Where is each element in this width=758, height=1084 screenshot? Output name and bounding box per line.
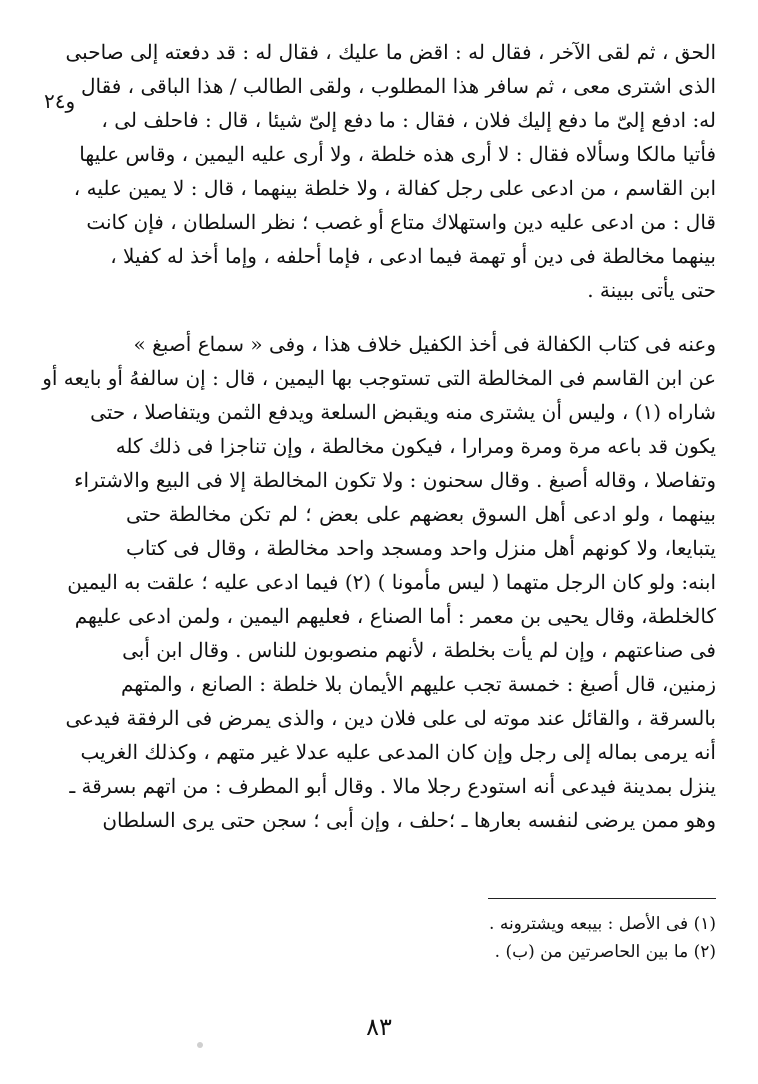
text-line: كالخلطة، وقال يحيى بن معمر : أما الصناع ، فعليهم اليمين ، ولمن ادعى عليهم (74, 604, 716, 628)
text-line: يكون قد باعه مرة ومرة ومرارا ، فيكون مخالطة ، وإن تناجزا فى ذلك كله (115, 434, 716, 458)
text-line: بينهما مخالطة فى دين أو تهمة فيما ادعى ، فإما أحلفه ، وإما أخذ له كفيلا ، (110, 244, 716, 268)
page-number: ٨٣ (366, 1013, 392, 1041)
text-line: الحق ، ثم لقى الآخر ، فقال له : اقض ما عليك ، فقال له : قد دفعته إلى صاحبى (65, 40, 716, 64)
text-line: وتفاصلا ، وقاله أصبغ . وقال سحنون : ولا تكون المخالطة إلا فى البيع والاشتراء (74, 468, 716, 492)
paper-speck (197, 1042, 203, 1048)
text-line: ينزل بمدينة فيدعى أنه استودع رجلا مالا . وقال أبو المطرف : من اتهم بسرقة ـ (69, 774, 716, 798)
text-line: ابن القاسم ، من ادعى على رجل كفالة ، ولا خلطة بينهما ، قال : لا يمين عليه ، (73, 176, 716, 200)
text-line: فى صناعتهم ، وإن لم يأت بخلطة ، لأنهم منصوبون للناس . وقال ابن أبى (122, 638, 716, 662)
margin-folio-note: و٢٤ (44, 89, 76, 113)
footnote-2: (٢) ما بين الحاصرتين من (ب) . (494, 942, 716, 962)
text-line: شاراه (١) ، وليس أن يشترى منه ويقبض السلعة ويدفع الثمن ويتفاصلا ، حتى (90, 400, 716, 424)
text-line: الذى اشترى معى ، ثم سافر هذا المطلوب ، ولقى الطالب / هذا الباقى ، فقال (81, 74, 716, 98)
text-line: قال : من ادعى عليه دين واستهلاك متاع أو غصب ؛ نظر السلطان ، فإن كانت (86, 210, 716, 234)
text-line: وهو ممن يرضى لنفسه بعارها ـ ؛حلف ، وإن أبى ؛ سجن حتى يرى السلطان (102, 808, 716, 832)
text-line: أنه يرمى بماله إلى رجل وإن كان المدعى عليه عدلا غير متهم ، وكذلك الغريب (80, 740, 716, 764)
paragraph-first-line: وعنه فى كتاب الكفالة فى أخذ الكفيل خلاف هذا ، وفى « سماع أصبغ » (133, 332, 716, 356)
text-line: حتى يأتى ببينة . (587, 278, 716, 302)
text-line: ابنه: ولو كان الرجل متهما ( ليس مأمونا ) (٢) فيما ادعى عليه ؛ علقت به اليمين (67, 570, 716, 594)
text-line: زمنين، قال أصبغ : خمسة تجب عليهم الأيمان بلا خلطة : الصانع ، والمتهم (120, 672, 716, 696)
footnote-1: (١) فى الأصل : بيبعه ويشترونه . (489, 914, 716, 934)
text-line: يتبايعا، ولا كونهم أهل منزل واحد ومسجد واحد مخالطة ، وقال فى كتاب (126, 536, 716, 560)
footnote-separator (488, 898, 716, 899)
text-line: بينهما ، ولو ادعى أهل السوق بعضهم على بعض ؛ لم تكن مخالطة حتى (126, 502, 716, 526)
text-line: عن ابن القاسم فى المخالطة التى تستوجب بها اليمين ، قال : إن سالفهُ أو بايعه أو (42, 366, 716, 390)
text-line: فأتيا مالكا وسألاه فقال : لا أرى هذه خلطة ، ولا أرى عليه اليمين ، وقاس عليها (79, 142, 716, 166)
text-line: له: ادفع إلىّ ما دفع إليك فلان ، فقال : ما دفع إلىّ شيئا ، قال : فاحلف لى ، (101, 108, 716, 132)
text-line: بالسرقة ، والقائل عند موته لى على فلان دين ، والذى يمرض فى الرفقة فيدعى (65, 706, 716, 730)
